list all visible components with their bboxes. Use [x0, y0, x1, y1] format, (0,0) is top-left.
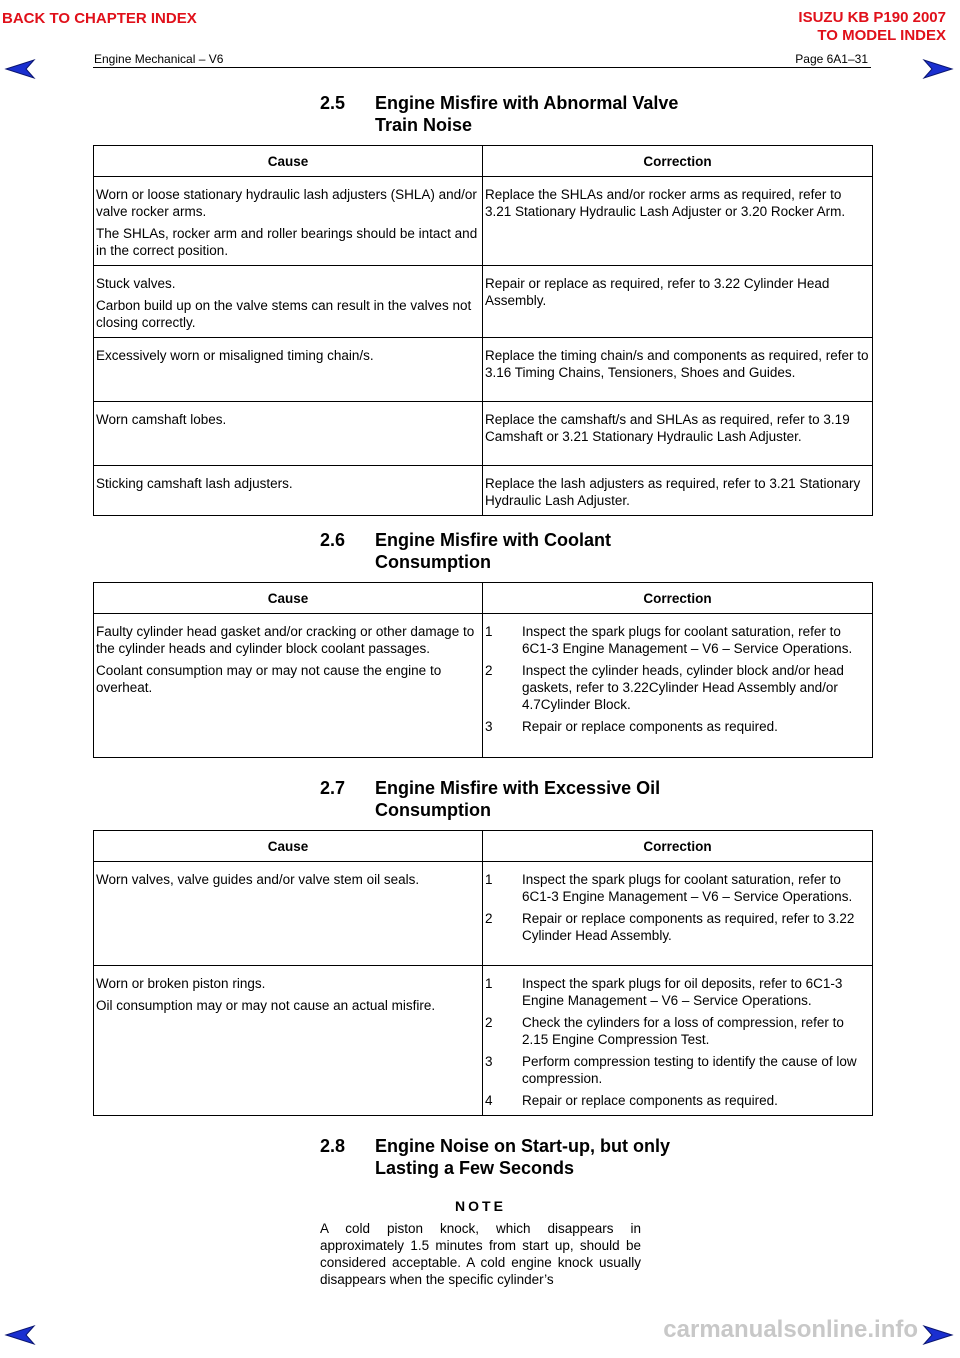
col-cause-header: Cause — [94, 583, 483, 614]
cause-cell: Excessively worn or misaligned timing chain/s. — [94, 338, 483, 402]
table-header-row — [94, 831, 873, 862]
correction-cell: Replace the timing chain/s and components as required, refer to 3.16 Timing Chains, Tensioners, Shoes and Guides. — [483, 338, 873, 402]
previous-page-arrow-bottom-icon[interactable] — [4, 1324, 38, 1346]
note-heading: NOTE — [455, 1198, 506, 1214]
table-row — [94, 266, 873, 338]
correction-cell: Replace the camshaft/s and SHLAs as required, refer to 3.19 Camshaft or 3.21 Stationary Hydraulic Lash Adjuster. — [483, 402, 873, 466]
correction-cell: Replace the SHLAs and/or rocker arms as required, refer to 3.21 Stationary Hydraulic Lash Adjuster or 3.20 Rocker Arm. — [483, 177, 873, 266]
table-header-row — [94, 583, 873, 614]
table-row — [94, 614, 873, 758]
section-2-8-heading: 2.8 Engine Noise on Start-up, but only Lasting a Few Seconds — [320, 1136, 670, 1178]
correction-cell: Repair or replace as required, refer to 3.22 Cylinder Head Assembly. — [483, 266, 873, 338]
header-rule — [93, 67, 871, 68]
list-item: 2 Inspect the cylinder heads, cylinder block and/or head gaskets, refer to 3.22Cylinder Head Assembly and/or 4.7Cylinder Block. — [485, 663, 844, 712]
list-item: 1 Inspect the spark plugs for oil deposits, refer to 6C1-3 Engine Management – V6 – Service Operations. — [485, 976, 843, 1008]
previous-page-arrow-icon[interactable] — [4, 58, 38, 80]
running-header-title: Engine Mechanical – V6 — [94, 52, 224, 66]
table-row — [94, 402, 873, 466]
back-to-chapter-index-link[interactable]: BACK TO CHAPTER INDEX — [2, 10, 197, 27]
cause-cell: Worn camshaft lobes. — [94, 402, 483, 466]
list-item: 1 Inspect the spark plugs for coolant saturation, refer to 6C1-3 Engine Management – V6 – Service Operations. — [485, 872, 853, 904]
correction-cell — [483, 966, 873, 1116]
correction-cell: Replace the lash adjusters as required, refer to 3.21 Stationary Hydraulic Lash Adjuster. — [483, 466, 873, 516]
table-row — [94, 177, 873, 266]
table-row — [94, 862, 873, 966]
section-2-6-table — [93, 582, 873, 758]
section-2-5-heading: 2.5 Engine Misfire with Abnormal Valve Train Noise — [320, 93, 679, 135]
model-title[interactable]: ISUZU KB P190 2007 — [798, 9, 946, 26]
watermark: carmanualsonline.info — [663, 1316, 918, 1343]
page-number: Page 6A1–31 — [795, 52, 868, 66]
col-cause-header: Cause — [94, 831, 483, 862]
cause-cell: Worn or broken piston rings. Oil consumption may or may not cause an actual misfire. — [94, 966, 483, 1116]
section-2-7-table — [93, 830, 873, 1116]
correction-cell — [483, 862, 873, 966]
list-item: 3 Perform compression testing to identify the cause of low compression. — [485, 1054, 857, 1086]
list-item: 1 Inspect the spark plugs for coolant saturation, refer to 6C1-3 Engine Management – V6 – Service Operations. — [485, 624, 853, 656]
col-correction-header: Correction — [483, 146, 873, 177]
section-2-7-heading: 2.7 Engine Misfire with Excessive Oil Consumption — [320, 778, 661, 820]
list-item: 3 Repair or replace components as required. — [485, 719, 778, 734]
list-item: 4 Repair or replace components as required. — [485, 1093, 778, 1108]
section-2-5-table — [93, 145, 873, 516]
to-model-index[interactable]: TO MODEL INDEX — [817, 27, 946, 44]
table-row — [94, 966, 873, 1116]
cause-cell: Sticking camshaft lash adjusters. — [94, 466, 483, 516]
correction-cell — [483, 614, 873, 758]
col-cause-header: Cause — [94, 146, 483, 177]
cause-cell: Faulty cylinder head gasket and/or cracking or other damage to the cylinder heads and cylinder block coolant passages. Coolant consumption may or may not cause the engine to overheat. — [94, 614, 483, 758]
cause-cell: Worn or loose stationary hydraulic lash adjusters (SHLA) and/or valve rocker arms. The SHLAs, rocker arm and roller bearings should be intact and in the correct position. — [94, 177, 483, 266]
table-row — [94, 466, 873, 516]
cause-cell: Stuck valves. Carbon build up on the valve stems can result in the valves not closing correctly. — [94, 266, 483, 338]
cause-cell: Worn valves, valve guides and/or valve stem oil seals. — [94, 862, 483, 966]
list-item: 2 Repair or replace components as required, refer to 3.22 Cylinder Head Assembly. — [485, 911, 855, 943]
col-correction-header: Correction — [483, 583, 873, 614]
col-correction-header: Correction — [483, 831, 873, 862]
list-item: 2 Check the cylinders for a loss of compression, refer to 2.15 Engine Compression Test. — [485, 1015, 844, 1047]
table-row — [94, 338, 873, 402]
next-page-arrow-icon[interactable] — [920, 58, 954, 80]
note-body: A cold piston knock, which disappears in approximately 1.5 minutes from start up, should be considered acceptable. A cold engine knock usually disappears when the specific cylinder’s — [320, 1221, 641, 1287]
model-index-link[interactable] — [798, 9, 946, 45]
next-page-arrow-bottom-icon[interactable] — [920, 1324, 954, 1346]
table-header-row — [94, 146, 873, 177]
section-2-6-heading: 2.6 Engine Misfire with Coolant Consumption — [320, 530, 612, 572]
